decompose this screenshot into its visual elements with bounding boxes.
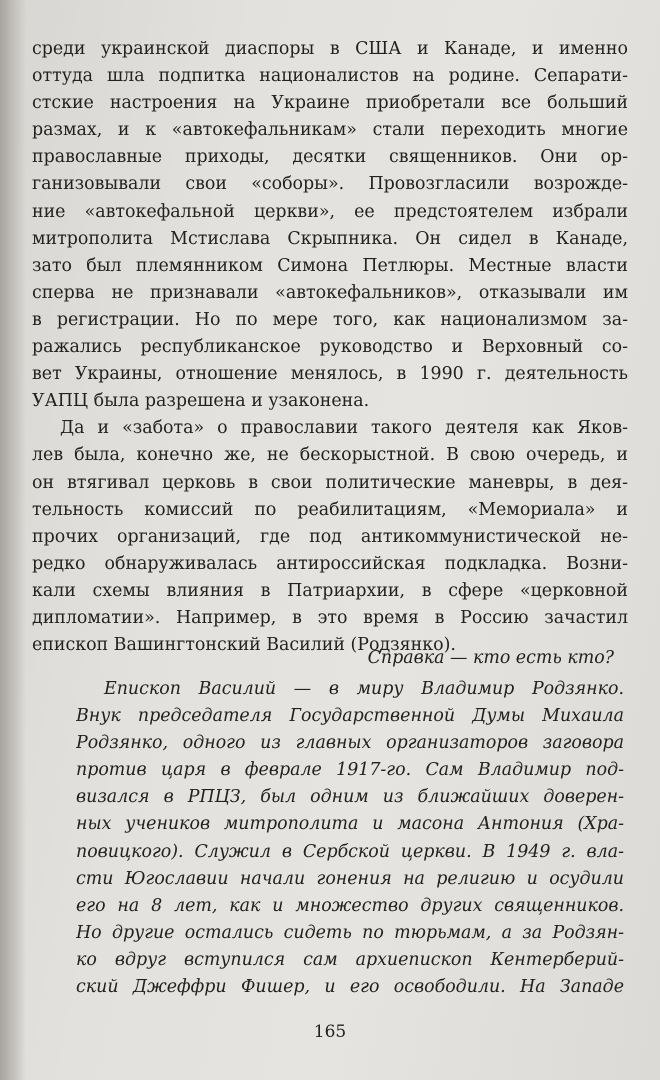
text-line: лев была, конечно же, не бескорыстной. В свою очередь, и <box>32 445 628 466</box>
text-line: зато был племянником Симона Петлюры. Местные власти <box>32 255 628 276</box>
ref-line: его на 8 лет, как и множество других священников. <box>76 895 624 916</box>
ref-line: Внук председателя Государственной Думы Михаила <box>76 706 624 727</box>
ref-line: ский Джеффри Фишер, и его освободили. На Западе <box>76 977 624 998</box>
ref-line: против царя в феврале 1917-го. Сам Владимир под- <box>76 760 624 781</box>
ref-line: Но другие остались сидеть по тюрьмам, а за Родзян- <box>76 922 624 943</box>
text-line: тельность комиссий по реабилитациям, «Мемориала» и <box>32 499 628 520</box>
ref-line: Епископ Василий — в миру Владимир Родзянко. <box>104 679 624 699</box>
text-line: он втягивал церковь в свои политические маневры, в дея- <box>32 472 628 493</box>
text-line: в регистрации. Но по мере того, как национализмом за- <box>32 309 628 330</box>
text-line: УАПЦ была разрешена и узаконена. <box>32 391 370 412</box>
text-line: ганизовывали свои «соборы». Провозгласили возрожде- <box>32 174 628 195</box>
text-line: оттуда шла подпитка националистов на родине. Сепарати- <box>32 66 628 87</box>
ref-line: визался в РПЦЗ, был одним из ближайших доверен- <box>76 787 624 808</box>
page-number: 165 <box>313 1022 347 1042</box>
page-gutter-shadow <box>0 0 26 1080</box>
main-text <box>32 36 628 659</box>
text-line: епископ Вашингтонский Василий (Родзянко). <box>32 635 456 656</box>
text-line: православные приходы, десятки священников. Они ор- <box>32 147 628 168</box>
text-line: среди украинской диаспоры в США и Канаде, и именно <box>32 39 628 59</box>
reference-heading: Справка — кто есть кто? <box>367 648 614 668</box>
text-line: ние «автокефальной церкви», ее предстоятелем избрали <box>32 201 628 222</box>
text-line: сперва не признавали «автокефальников», отказывали им <box>32 282 628 303</box>
text-line: прочих организаций, где под антикоммунистической не- <box>32 526 628 547</box>
text-line: стские настроения на Украине приобретали все больший <box>32 93 628 114</box>
text-line: кали схемы влияния в Патриархии, в сфере «церковной <box>32 580 628 601</box>
ref-line: ных учеников митрополита и масона Антония (Хра- <box>76 814 624 835</box>
text-line: размах, и к «автокефальникам» стали переходить многие <box>32 120 628 141</box>
text-line: дипломатии». Например, в это время в Россию зачастил <box>32 607 628 628</box>
reference-text <box>76 676 624 1001</box>
text-line: митрополита Мстислава Скрыпника. Он сидел в Канаде, <box>32 228 628 249</box>
text-line: ражались республиканское руководство и Верховный со- <box>32 337 628 358</box>
ref-line: сти Югославии начали гонения на религию и осудили <box>76 868 624 889</box>
text-line: вет Украины, отношение менялось, в 1990 г. деятельность <box>32 364 628 385</box>
text-line: редко обнаруживалась антироссийская подкладка. Возни- <box>32 553 628 574</box>
text-line: Да и «забота» о православии такого деятеля как Яков- <box>60 418 628 439</box>
ref-line: ко вдруг вступился сам архиепископ Кентерберий- <box>76 949 624 970</box>
ref-line: Родзянко, одного из главных организаторов заговора <box>76 733 624 754</box>
ref-line: повицкого). Служил в Сербской церкви. В 1949 г. вла- <box>76 841 624 862</box>
